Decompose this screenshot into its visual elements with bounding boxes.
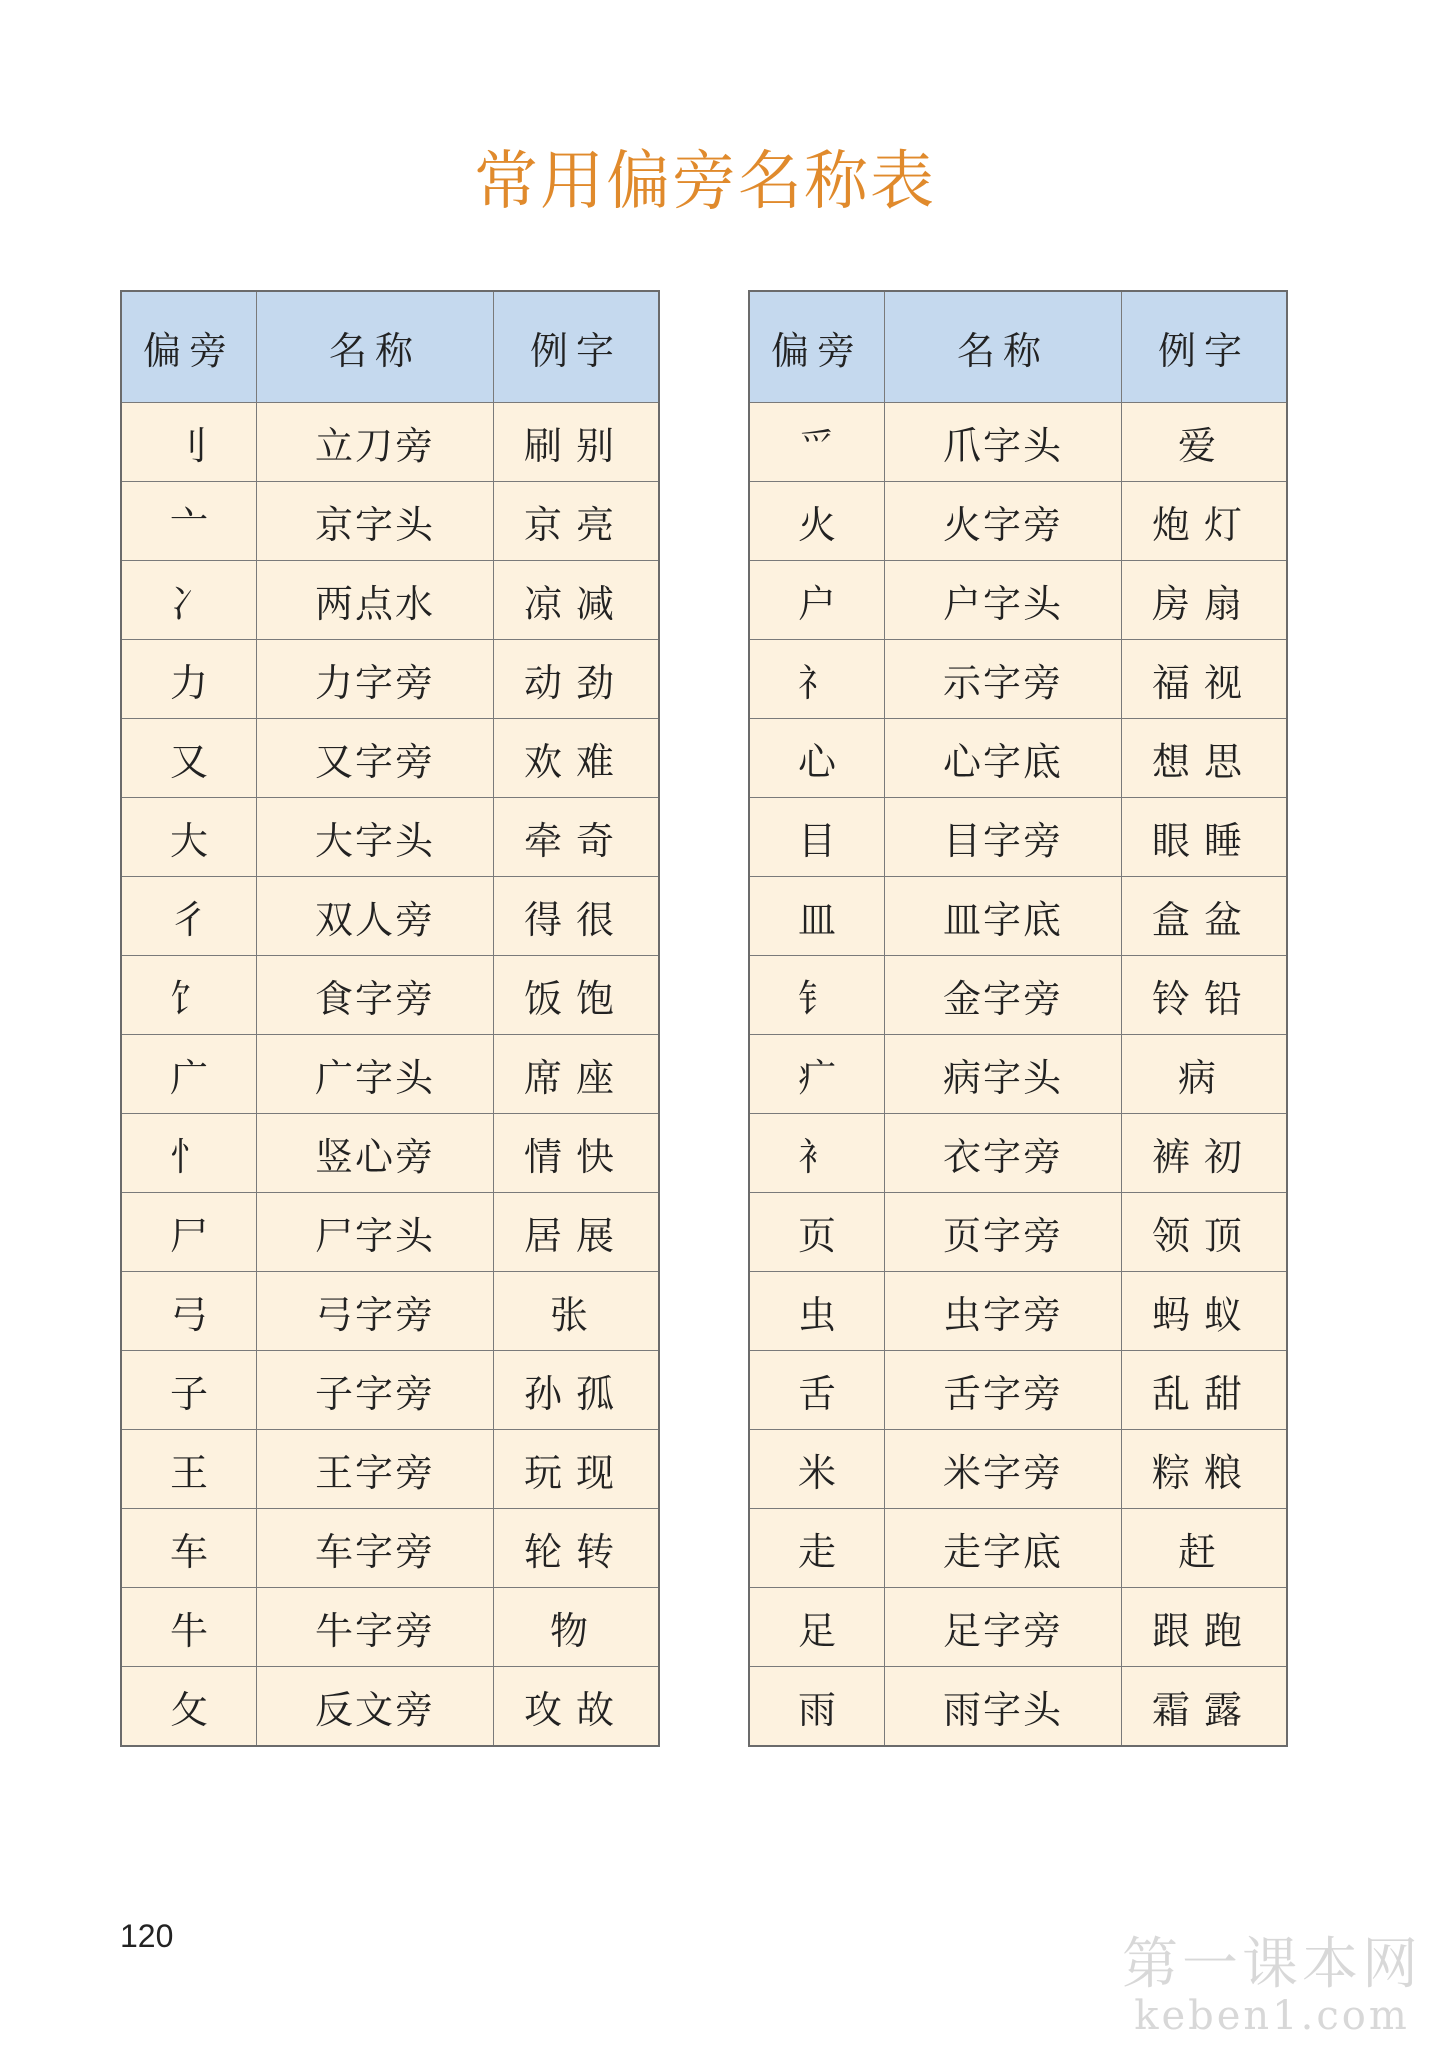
radical-name-cell: 双人旁 — [257, 877, 494, 956]
radical-name-cell: 目字旁 — [885, 798, 1122, 877]
table-row — [121, 1667, 659, 1747]
page-number: 120 — [120, 1918, 174, 1954]
radical-cell: 尸 — [121, 1193, 257, 1272]
table-row — [749, 1114, 1287, 1193]
radical-name-cell: 米字旁 — [885, 1430, 1122, 1509]
table-row — [749, 1272, 1287, 1351]
radical-name-cell: 页字旁 — [885, 1193, 1122, 1272]
table-row — [749, 719, 1287, 798]
radical-name-cell: 衣字旁 — [885, 1114, 1122, 1193]
radical-cell: 刂 — [121, 403, 257, 482]
header-examples: 例字 — [494, 291, 660, 403]
example-chars-cell: 爱 — [1122, 403, 1288, 482]
table-row — [749, 1193, 1287, 1272]
radical-cell: 饣 — [121, 956, 257, 1035]
radical-cell: 攵 — [121, 1667, 257, 1747]
radical-name-cell: 车字旁 — [257, 1509, 494, 1588]
example-chars-cell: 孙孤 — [494, 1351, 660, 1430]
header-radical: 偏旁 — [749, 291, 885, 403]
radical-table-right — [748, 290, 1288, 1747]
radical-cell: 牛 — [121, 1588, 257, 1667]
radical-name-cell: 走字底 — [885, 1509, 1122, 1588]
radical-name-cell: 立刀旁 — [257, 403, 494, 482]
table-row — [121, 1351, 659, 1430]
example-chars-cell: 乱甜 — [1122, 1351, 1288, 1430]
radical-name-cell: 心字底 — [885, 719, 1122, 798]
radical-cell: 衤 — [749, 1114, 885, 1193]
radical-name-cell: 病字头 — [885, 1035, 1122, 1114]
page-title: 常用偏旁名称表 — [474, 145, 936, 219]
radical-name-cell: 足字旁 — [885, 1588, 1122, 1667]
table-row — [749, 1509, 1287, 1588]
radical-cell: 心 — [749, 719, 885, 798]
radical-table-left — [120, 290, 660, 1747]
radical-cell: 忄 — [121, 1114, 257, 1193]
radical-cell: 又 — [121, 719, 257, 798]
table-row — [121, 1509, 659, 1588]
radical-cell: 皿 — [749, 877, 885, 956]
radical-name-cell: 又字旁 — [257, 719, 494, 798]
radical-cell: 王 — [121, 1430, 257, 1509]
radical-name-cell: 金字旁 — [885, 956, 1122, 1035]
radical-name-cell: 广字头 — [257, 1035, 494, 1114]
radical-cell: 页 — [749, 1193, 885, 1272]
example-chars-cell: 粽粮 — [1122, 1430, 1288, 1509]
header-name: 名称 — [257, 291, 494, 403]
example-chars-cell: 霜露 — [1122, 1667, 1288, 1747]
radical-name-cell: 舌字旁 — [885, 1351, 1122, 1430]
example-chars-cell: 赶 — [1122, 1509, 1288, 1588]
radical-cell: 雨 — [749, 1667, 885, 1747]
radical-name-cell: 竖心旁 — [257, 1114, 494, 1193]
table-row — [121, 719, 659, 798]
example-chars-cell: 病 — [1122, 1035, 1288, 1114]
example-chars-cell: 饭饱 — [494, 956, 660, 1035]
example-chars-cell: 领顶 — [1122, 1193, 1288, 1272]
table-row — [121, 640, 659, 719]
radical-cell: 子 — [121, 1351, 257, 1430]
radical-cell: 足 — [749, 1588, 885, 1667]
radical-cell: 疒 — [749, 1035, 885, 1114]
radical-cell: 广 — [121, 1035, 257, 1114]
radical-name-cell: 京字头 — [257, 482, 494, 561]
table-row — [749, 640, 1287, 719]
example-chars-cell: 动劲 — [494, 640, 660, 719]
example-chars-cell: 攻故 — [494, 1667, 660, 1747]
table-row — [749, 1588, 1287, 1667]
radical-name-cell: 爪字头 — [885, 403, 1122, 482]
example-chars-cell: 盒盆 — [1122, 877, 1288, 956]
radical-name-cell: 虫字旁 — [885, 1272, 1122, 1351]
radical-cell: 火 — [749, 482, 885, 561]
example-chars-cell: 刷别 — [494, 403, 660, 482]
radical-name-cell: 食字旁 — [257, 956, 494, 1035]
example-chars-cell: 玩现 — [494, 1430, 660, 1509]
example-chars-cell: 轮转 — [494, 1509, 660, 1588]
radical-name-cell: 力字旁 — [257, 640, 494, 719]
table-row — [121, 1035, 659, 1114]
radical-cell: 大 — [121, 798, 257, 877]
example-chars-cell: 铃铅 — [1122, 956, 1288, 1035]
radical-cell: 目 — [749, 798, 885, 877]
radical-cell: 力 — [121, 640, 257, 719]
table-row — [749, 482, 1287, 561]
radical-cell: 米 — [749, 1430, 885, 1509]
radical-cell: 弓 — [121, 1272, 257, 1351]
table-header-row — [121, 291, 659, 403]
table-row — [121, 482, 659, 561]
header-radical: 偏旁 — [121, 291, 257, 403]
example-chars-cell: 眼睡 — [1122, 798, 1288, 877]
radical-name-cell: 牛字旁 — [257, 1588, 494, 1667]
example-chars-cell: 物 — [494, 1588, 660, 1667]
table-row — [121, 1114, 659, 1193]
example-chars-cell: 福视 — [1122, 640, 1288, 719]
table-row — [121, 956, 659, 1035]
example-chars-cell: 得很 — [494, 877, 660, 956]
table-row — [749, 956, 1287, 1035]
radical-name-cell: 尸字头 — [257, 1193, 494, 1272]
table-row — [749, 1351, 1287, 1430]
table-row — [749, 403, 1287, 482]
radical-name-cell: 雨字头 — [885, 1667, 1122, 1747]
table-row — [749, 561, 1287, 640]
radical-cell: 爫 — [749, 403, 885, 482]
header-examples: 例字 — [1122, 291, 1288, 403]
radical-name-cell: 反文旁 — [257, 1667, 494, 1747]
example-chars-cell: 欢难 — [494, 719, 660, 798]
radical-name-cell: 户字头 — [885, 561, 1122, 640]
radical-name-cell: 子字旁 — [257, 1351, 494, 1430]
radical-name-cell: 弓字旁 — [257, 1272, 494, 1351]
table-row — [121, 1193, 659, 1272]
example-chars-cell: 牵奇 — [494, 798, 660, 877]
example-chars-cell: 凉减 — [494, 561, 660, 640]
radical-cell: 冫 — [121, 561, 257, 640]
table-row — [749, 798, 1287, 877]
radical-name-cell: 火字旁 — [885, 482, 1122, 561]
radical-name-cell: 大字头 — [257, 798, 494, 877]
table-row — [121, 561, 659, 640]
table-row — [121, 798, 659, 877]
table-row — [121, 1588, 659, 1667]
table-row — [121, 877, 659, 956]
watermark-cn: 第一课本网 — [1122, 1932, 1422, 1998]
example-chars-cell: 蚂蚁 — [1122, 1272, 1288, 1351]
radical-cell: 车 — [121, 1509, 257, 1588]
example-chars-cell: 房扇 — [1122, 561, 1288, 640]
radical-name-cell: 王字旁 — [257, 1430, 494, 1509]
radical-cell: 虫 — [749, 1272, 885, 1351]
table-row — [749, 1035, 1287, 1114]
example-chars-cell: 裤初 — [1122, 1114, 1288, 1193]
table-row — [749, 877, 1287, 956]
example-chars-cell: 想思 — [1122, 719, 1288, 798]
table-row — [121, 1430, 659, 1509]
table-row — [749, 1430, 1287, 1509]
example-chars-cell: 跟跑 — [1122, 1588, 1288, 1667]
example-chars-cell: 炮灯 — [1122, 482, 1288, 561]
watermark — [1122, 1932, 1422, 2039]
example-chars-cell: 张 — [494, 1272, 660, 1351]
table-header-row — [749, 291, 1287, 403]
radical-name-cell: 两点水 — [257, 561, 494, 640]
table-row — [121, 403, 659, 482]
radical-cell: 走 — [749, 1509, 885, 1588]
watermark-en: keben1.com — [1134, 1993, 1410, 2039]
radical-cell: 礻 — [749, 640, 885, 719]
radical-cell: 彳 — [121, 877, 257, 956]
example-chars-cell: 居展 — [494, 1193, 660, 1272]
table-row — [121, 1272, 659, 1351]
radical-cell: 钅 — [749, 956, 885, 1035]
table-row — [749, 1667, 1287, 1747]
radical-name-cell: 示字旁 — [885, 640, 1122, 719]
header-name: 名称 — [885, 291, 1122, 403]
radical-cell: 亠 — [121, 482, 257, 561]
radical-cell: 户 — [749, 561, 885, 640]
example-chars-cell: 情快 — [494, 1114, 660, 1193]
example-chars-cell: 京亮 — [494, 482, 660, 561]
radical-cell: 舌 — [749, 1351, 885, 1430]
radical-name-cell: 皿字底 — [885, 877, 1122, 956]
example-chars-cell: 席座 — [494, 1035, 660, 1114]
